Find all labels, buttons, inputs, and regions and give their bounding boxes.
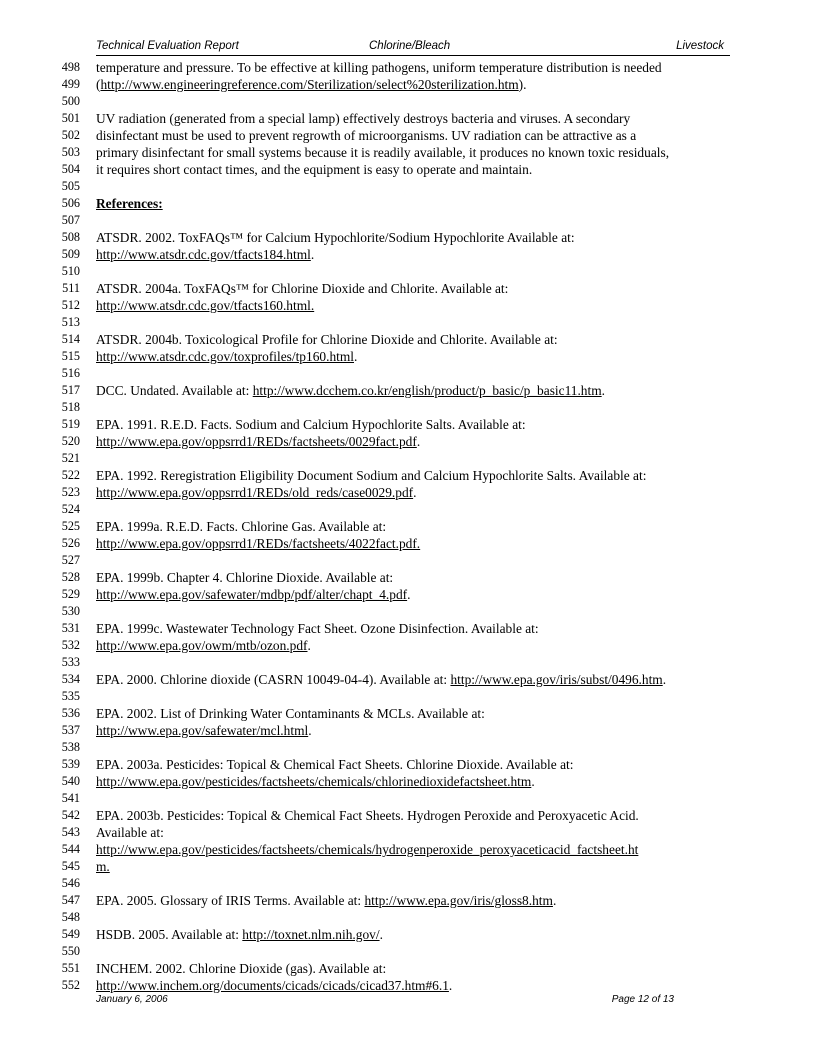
document-line	[0, 195, 816, 212]
line-text	[96, 161, 532, 178]
line-number: 533	[61, 655, 80, 669]
document-line	[0, 875, 816, 892]
document-line	[0, 552, 816, 569]
line-number: 520	[61, 434, 80, 448]
page-header	[96, 38, 730, 56]
line-number: 516	[61, 366, 80, 380]
line-text	[96, 127, 636, 144]
document-line	[0, 59, 816, 76]
text-segment: .	[310, 247, 315, 262]
line-text	[96, 756, 573, 773]
text-segment: EPA. 1999a. R.E.D. Facts. Chlorine Gas. Available at:	[96, 519, 387, 534]
document-line	[0, 569, 816, 586]
text-segment: .	[413, 485, 417, 500]
reference-link[interactable]: http://toxnet.nlm.nih.gov/	[242, 927, 380, 942]
document-line	[0, 807, 816, 824]
document-line	[0, 892, 816, 909]
line-text	[96, 977, 452, 994]
line-number: 539	[61, 757, 80, 771]
document-line	[0, 229, 816, 246]
line-number: 538	[61, 740, 80, 754]
line-text	[96, 824, 164, 841]
document-body	[0, 59, 816, 994]
line-number: 503	[61, 145, 80, 159]
reference-link[interactable]: http://www.epa.gov/owm/mtb/ozon.pdf	[96, 638, 308, 653]
line-number: 525	[61, 519, 80, 533]
line-number: 510	[61, 264, 80, 278]
text-segment: (	[96, 77, 101, 92]
line-number: 529	[61, 587, 80, 601]
text-segment: it requires short contact times, and the equipment is easy to operate and maintain.	[96, 162, 533, 177]
line-number: 550	[61, 944, 80, 958]
reference-link[interactable]: http://www.epa.gov/safewater/mcl.html	[96, 723, 309, 738]
line-number: 521	[61, 451, 80, 465]
line-number: 507	[61, 213, 80, 227]
reference-link[interactable]: http://www.atsdr.cdc.gov/tfacts160.html.	[96, 298, 315, 313]
document-line	[0, 263, 816, 280]
reference-link[interactable]: http://www.epa.gov/oppsrrd1/REDs/old_reds/case0029.pdf	[96, 485, 414, 500]
document-line	[0, 450, 816, 467]
document-line	[0, 943, 816, 960]
line-text	[96, 76, 526, 93]
reference-link[interactable]: http://www.atsdr.cdc.gov/toxprofiles/tp160.html	[96, 349, 354, 364]
text-segment: disinfectant must be used to prevent regrowth of microorganisms. UV radiation can be attractive as a	[96, 128, 637, 143]
text-segment: EPA. 2003a. Pesticides: Topical & Chemical Fact Sheets. Chlorine Dioxide. Available at:	[96, 757, 574, 772]
line-text	[96, 841, 638, 858]
document-line	[0, 654, 816, 671]
document-line	[0, 331, 816, 348]
text-segment: .	[601, 383, 606, 398]
document-line	[0, 926, 816, 943]
line-text	[96, 705, 485, 722]
line-number: 499	[61, 77, 80, 91]
text-segment: EPA. 1999c. Wastewater Technology Fact Sheet. Ozone Disinfection. Available at:	[96, 621, 539, 636]
line-text	[96, 280, 508, 297]
document-line	[0, 161, 816, 178]
line-text	[96, 518, 386, 535]
reference-link[interactable]: http://www.inchem.org/documents/cicads/cicads/cicad37.htm#6.1	[96, 978, 449, 993]
reference-link[interactable]: http://www.epa.gov/iris/subst/0496.htm	[450, 672, 663, 687]
document-line	[0, 756, 816, 773]
document-line	[0, 416, 816, 433]
document-line	[0, 603, 816, 620]
text-segment: .	[354, 349, 358, 364]
line-text	[96, 722, 312, 739]
line-number: 514	[61, 332, 80, 346]
text-segment: INCHEM. 2002. Chlorine Dioxide (gas). Available at:	[96, 961, 387, 976]
line-number: 551	[61, 961, 80, 975]
document-line	[0, 212, 816, 229]
line-number: 530	[61, 604, 80, 618]
document-line	[0, 960, 816, 977]
line-text	[96, 433, 420, 450]
document-line	[0, 484, 816, 501]
reference-link[interactable]: http://www.epa.gov/safewater/mdbp/pdf/alter/chapt_4.pdf	[96, 587, 408, 602]
page-footer	[96, 994, 674, 1008]
text-segment: EPA. 2000. Chlorine dioxide (CASRN 10049-04-4). Available at:	[96, 672, 451, 687]
reference-link[interactable]: http://www.epa.gov/pesticides/factsheets/chemicals/chlorinedioxidefactsheet.htm	[96, 774, 532, 789]
document-line	[0, 467, 816, 484]
document-line	[0, 399, 816, 416]
line-text	[96, 382, 605, 399]
line-number: 536	[61, 706, 80, 720]
line-text	[96, 620, 539, 637]
line-number: 505	[61, 179, 80, 193]
line-number: 552	[61, 978, 80, 992]
text-segment: .	[531, 774, 535, 789]
document-line	[0, 535, 816, 552]
line-number: 506	[61, 196, 80, 210]
text-segment: .	[662, 672, 667, 687]
document-line	[0, 637, 816, 654]
line-number: 545	[61, 859, 80, 873]
line-text	[96, 807, 639, 824]
document-line	[0, 722, 816, 739]
text-segment: EPA. 2005. Glossary of IRIS Terms. Available at:	[96, 893, 365, 908]
line-number: 509	[61, 247, 80, 261]
line-text	[96, 144, 669, 161]
reference-link[interactable]: m.	[96, 859, 110, 874]
text-segment: ATSDR. 2004b. Toxicological Profile for Chlorine Dioxide and Chlorite. Available at:	[96, 332, 558, 347]
line-text	[96, 926, 383, 943]
reference-link[interactable]: http://www.epa.gov/oppsrrd1/REDs/factsheets/4022fact.pdf.	[96, 536, 421, 551]
reference-link[interactable]: http://www.dcchem.co.kr/english/product/p_basic/p_basic11.htm	[252, 383, 602, 398]
document-line	[0, 977, 816, 994]
document-line	[0, 365, 816, 382]
document-line	[0, 144, 816, 161]
line-number: 500	[61, 94, 80, 108]
line-number: 526	[61, 536, 80, 550]
line-number: 518	[61, 400, 80, 414]
text-segment: .	[308, 723, 312, 738]
text-segment: ATSDR. 2004a. ToxFAQs™ for Chlorine Dioxide and Chlorite. Available at:	[96, 281, 509, 296]
line-number: 519	[61, 417, 80, 431]
header-subject: Chlorine/Bleach	[369, 40, 451, 52]
line-text	[96, 416, 526, 433]
header-report-title: Technical Evaluation Report	[96, 40, 239, 52]
footer-page-number: Page 12 of 13	[611, 994, 674, 1005]
text-segment: EPA. 1991. R.E.D. Facts. Sodium and Calcium Hypochlorite Salts. Available at:	[96, 417, 526, 432]
text-segment: UV radiation (generated from a special lamp) effectively destroys bacteria and viruses. A secondary	[96, 111, 631, 126]
text-segment: .	[448, 978, 453, 993]
document-line	[0, 518, 816, 535]
line-text	[96, 671, 666, 688]
line-text	[96, 110, 630, 127]
line-text	[96, 59, 662, 76]
text-segment: primary disinfectant for small systems because it is readily available, it produces no known toxic residuals,	[96, 145, 670, 160]
document-line	[0, 858, 816, 875]
line-text	[96, 535, 420, 552]
document-line	[0, 314, 816, 331]
line-number: 546	[61, 876, 80, 890]
line-text	[96, 586, 410, 603]
document-line	[0, 280, 816, 297]
document-line	[0, 790, 816, 807]
line-number: 511	[62, 281, 80, 295]
text-segment: .	[307, 638, 311, 653]
document-line	[0, 586, 816, 603]
text-segment: HSDB. 2005. Available at:	[96, 927, 243, 942]
line-number: 541	[61, 791, 80, 805]
text-segment: .	[379, 927, 383, 942]
document-line	[0, 348, 816, 365]
line-number: 517	[61, 383, 80, 397]
text-segment: EPA. 1992. Reregistration Eligibility Document Sodium and Calcium Hypochlorite Salts. Available at:	[96, 468, 647, 483]
text-segment: EPA. 1999b. Chapter 4. Chlorine Dioxide. Available at:	[96, 570, 394, 585]
line-number: 498	[61, 60, 80, 74]
line-text	[96, 892, 556, 909]
text-segment: ATSDR. 2002. ToxFAQs™ for Calcium Hypochlorite/Sodium Hypochlorite Available at:	[96, 230, 575, 245]
line-text	[96, 773, 535, 790]
line-number: 540	[61, 774, 80, 788]
document-line	[0, 501, 816, 518]
line-number: 523	[61, 485, 80, 499]
line-text	[96, 246, 314, 263]
document-line	[0, 93, 816, 110]
text-segment: Available at:	[96, 825, 164, 840]
line-text	[96, 484, 416, 501]
document-line	[0, 841, 816, 858]
reference-link[interactable]: http://www.atsdr.cdc.gov/tfacts184.html	[96, 247, 311, 262]
line-text	[96, 637, 311, 654]
line-number: 534	[61, 672, 80, 686]
footer-date: January 6, 2006	[96, 994, 168, 1005]
line-number: 532	[61, 638, 80, 652]
document-line	[0, 246, 816, 263]
line-number: 544	[61, 842, 80, 856]
line-number: 537	[61, 723, 80, 737]
reference-link[interactable]: http://www.epa.gov/pesticides/factsheets/chemicals/hydrogenperoxide_peroxyaceticacid_factsheet.ht	[96, 842, 639, 857]
text-segment: .	[416, 434, 421, 449]
line-number: 542	[61, 808, 80, 822]
line-number: 547	[61, 893, 80, 907]
line-text	[96, 297, 314, 314]
document-line	[0, 688, 816, 705]
reference-link[interactable]: http://www.epa.gov/oppsrrd1/REDs/factsheets/0029fact.pdf	[96, 434, 417, 449]
line-number: 527	[61, 553, 80, 567]
line-number: 508	[61, 230, 80, 244]
line-text	[96, 229, 575, 246]
line-number: 522	[61, 468, 80, 482]
document-line	[0, 671, 816, 688]
line-number: 515	[61, 349, 80, 363]
references-heading: References:	[96, 196, 163, 211]
line-number: 549	[61, 927, 80, 941]
text-segment: EPA. 2003b. Pesticides: Topical & Chemical Fact Sheets. Hydrogen Peroxide and Peroxyacetic Acid.	[96, 808, 639, 823]
line-text	[96, 858, 110, 875]
reference-link[interactable]: http://www.engineeringreference.com/Sterilization/select%20sterilization.htm	[100, 77, 519, 92]
line-number: 524	[61, 502, 80, 516]
line-text	[96, 569, 393, 586]
reference-link[interactable]: http://www.epa.gov/iris/gloss8.htm	[364, 893, 553, 908]
line-number: 502	[61, 128, 80, 142]
text-segment: .	[552, 893, 557, 908]
document-line	[0, 127, 816, 144]
document-line	[0, 110, 816, 127]
line-text	[96, 195, 163, 212]
text-segment: EPA. 2002. List of Drinking Water Contaminants & MCLs. Available at:	[96, 706, 485, 721]
document-line	[0, 909, 816, 926]
line-number: 531	[61, 621, 80, 635]
document-line	[0, 382, 816, 399]
document-line	[0, 739, 816, 756]
document-line	[0, 705, 816, 722]
line-number: 548	[61, 910, 80, 924]
header-category: Livestock	[676, 40, 724, 52]
text-segment: temperature and pressure. To be effective at killing pathogens, uniform temperature distribution is needed	[96, 60, 662, 75]
line-text	[96, 348, 357, 365]
line-number: 501	[61, 111, 80, 125]
line-text	[96, 331, 558, 348]
text-segment: DCC. Undated. Available at:	[96, 383, 253, 398]
line-number: 513	[61, 315, 80, 329]
line-number: 512	[61, 298, 80, 312]
document-line	[0, 824, 816, 841]
line-number: 535	[61, 689, 80, 703]
document-line	[0, 297, 816, 314]
line-number: 543	[61, 825, 80, 839]
document-line	[0, 433, 816, 450]
document-line	[0, 620, 816, 637]
line-number: 504	[61, 162, 80, 176]
text-segment: .	[407, 587, 411, 602]
document-line	[0, 773, 816, 790]
document-line	[0, 76, 816, 93]
line-text	[96, 467, 646, 484]
document-line	[0, 178, 816, 195]
line-text	[96, 960, 386, 977]
text-segment: ).	[518, 77, 527, 92]
line-number: 528	[61, 570, 80, 584]
